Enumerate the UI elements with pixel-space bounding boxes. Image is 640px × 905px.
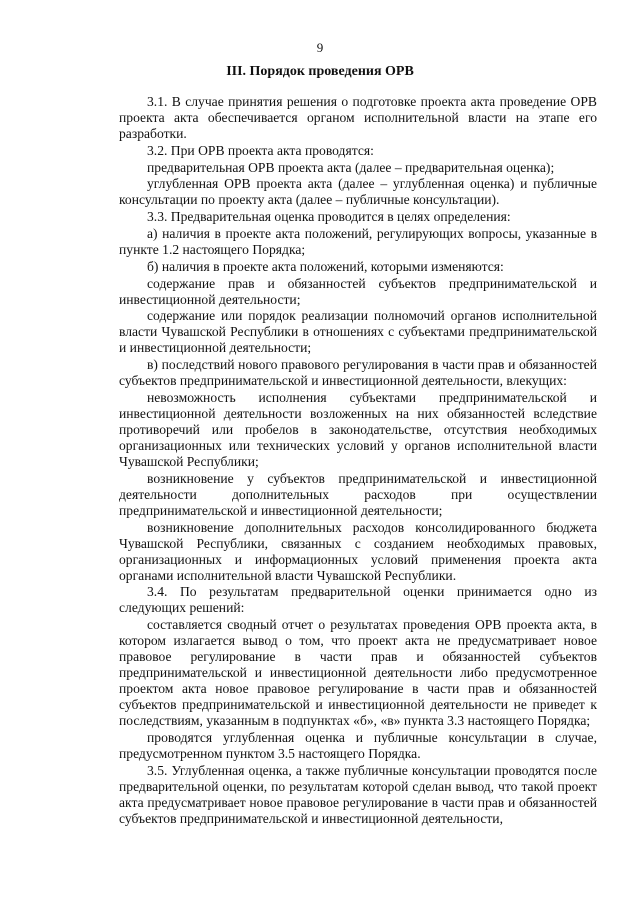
paragraph: б) наличия в проекте акта положений, которыми изменяются:: [147, 258, 504, 274]
section-title: III. Порядок проведения ОРВ: [226, 64, 414, 79]
paragraph: 3.4. По результатам предварительной оценки принимается одно из следующих решений:: [119, 584, 597, 616]
paragraph: невозможность исполнения субъектами предпринимательской и инвестиционной деятельности возложенных на них обязанностей вследствие противоречий или пробелов в законодательстве, отсутствия необходимых организационных или технических условий у органов исполнительной власти Чувашской Республики;: [119, 389, 597, 469]
paragraph: углубленная ОРВ проекта акта (далее – углубленная оценка) и публичные консультации по проекту акта (далее – публичные консультации).: [119, 176, 597, 208]
paragraph: содержание или порядок реализации полномочий органов исполнительной власти Чувашской Республики в отношениях с субъектами предпринимательской и инвестиционной деятельности;: [119, 308, 597, 356]
paragraph: возникновение дополнительных расходов консолидированного бюджета Чувашской Республики, связанных с созданием необходимых правовых, организационных и информационных условий применения проекта акта органами исполнительной власти Чувашской Республики.: [119, 519, 597, 583]
paragraph: предварительная ОРВ проекта акта (далее – предварительная оценка);: [147, 159, 555, 175]
paragraph: составляется сводный отчет о результатах проведения ОРВ проекта акта, в котором излагается вывод о том, что проект акта не предусматривает новое правовое регулирование в части прав и обязанностей субъектов предпринимательской и инвестиционной деятельности либо предусмотренное проектом акта новое правовое регулирование в части прав и обязанностей субъектов предпринимательской и инвестиционной деятельности не приведет к последствиям, указанным в подпунктах «б», «в» пункта 3.3 настоящего Порядка;: [119, 617, 597, 729]
paragraph: в) последствий нового правового регулирования в части прав и обязанностей субъектов предпринимательской и инвестиционной деятельности, влекущих:: [119, 357, 597, 389]
paragraph: 3.3. Предварительная оценка проводится в целях определения:: [147, 209, 511, 225]
paragraph: проводятся углубленная оценка и публичные консультации в случае, предусмотренном пунктом 3.5 настоящего Порядка.: [119, 729, 597, 761]
paragraph: 3.2. При ОРВ проекта акта проводятся:: [147, 142, 374, 158]
paragraph: возникновение у субъектов предпринимательской и инвестиционной деятельности дополнительных расходов при осуществлении предпринимательской и инвестиционной деятельности;: [119, 470, 597, 518]
page-number: 9: [316, 40, 324, 55]
document-body: [119, 94, 597, 828]
paragraph: содержание прав и обязанностей субъектов предпринимательской и инвестиционной деятельности;: [119, 275, 597, 307]
paragraph: 3.5. Углубленная оценка, а также публичные консультации проводятся после предварительной оценки, по результатам которой сделан вывод, что такой проект акта предусматривает новое правовое регулирование в части прав и обязанностей субъектов предпринимательской и инвестиционной деятельности,: [119, 762, 597, 826]
paragraph: 3.1. В случае принятия решения о подготовке проекта акта проведение ОРВ проекта акта обеспечивается органом исполнительной власти на этапе его разработки.: [119, 94, 597, 141]
paragraph: а) наличия в проекте акта положений, регулирующих вопросы, указанные в пункте 1.2 настоящего Порядка;: [119, 225, 597, 257]
